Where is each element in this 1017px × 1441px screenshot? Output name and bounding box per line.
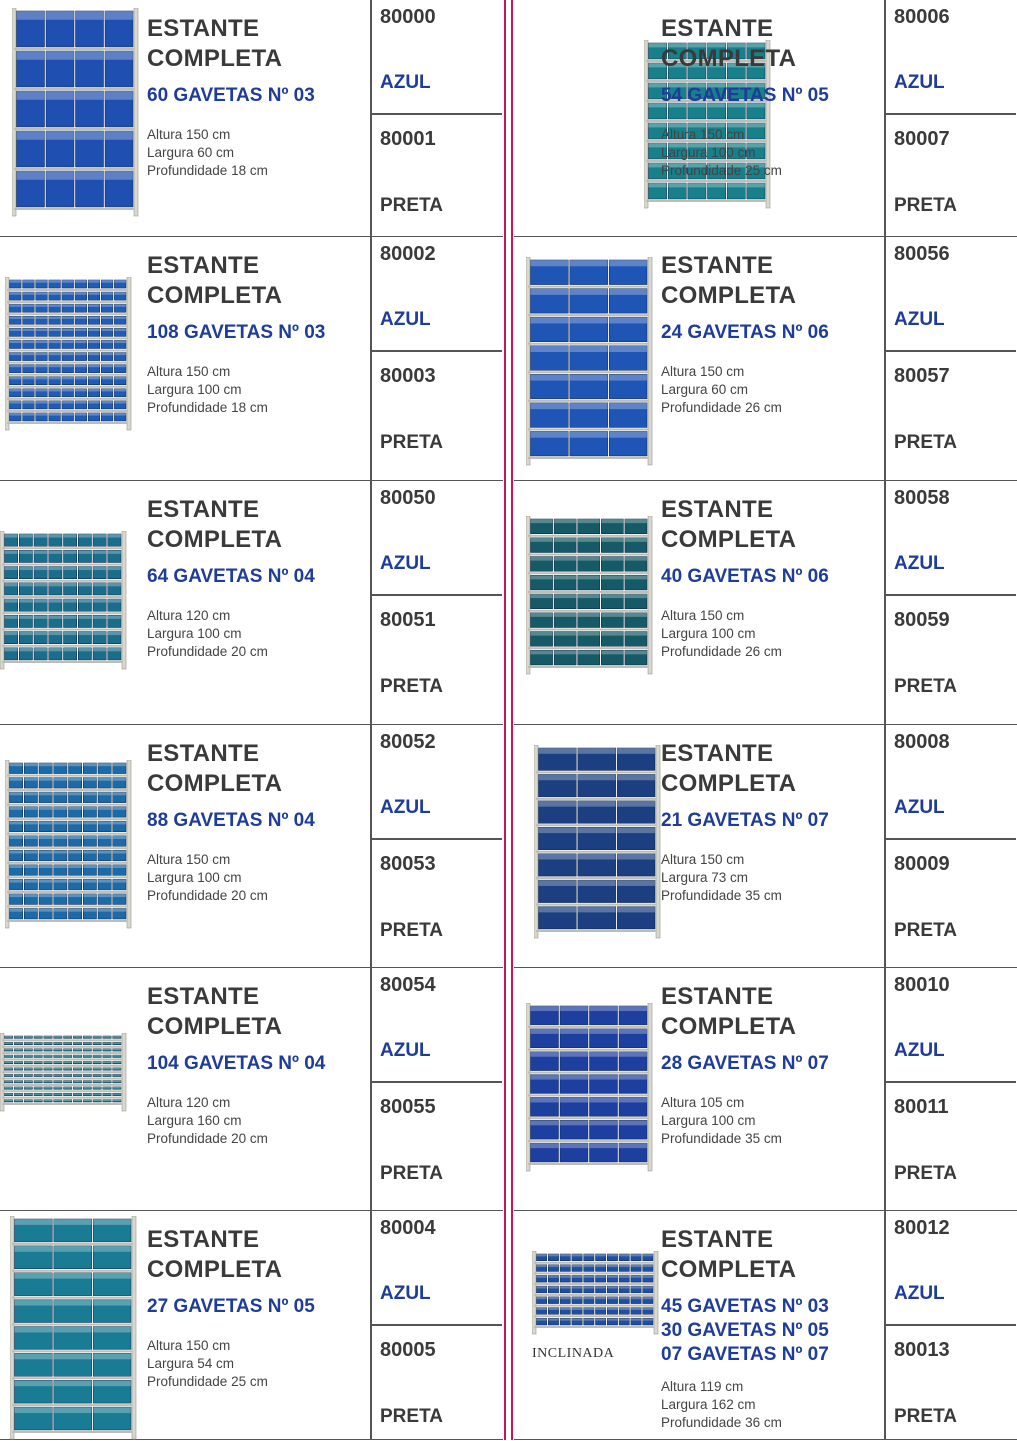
- code-separator: [886, 350, 1016, 352]
- gavetas-spec: 104 GAVETAS Nº 04: [147, 1053, 326, 1074]
- gavetas-spec: 24 GAVETAS Nº 06: [661, 322, 829, 343]
- code-column-border: [884, 0, 886, 236]
- code-azul: 80050: [380, 487, 436, 509]
- code-azul: 80002: [380, 243, 436, 265]
- dimension-largura: Largura 162 cm: [661, 1397, 756, 1412]
- code-azul: 80004: [380, 1217, 436, 1239]
- gavetas-spec: 21 GAVETAS Nº 07: [661, 810, 829, 831]
- code-azul: 80056: [894, 243, 950, 265]
- shelf-image: [12, 8, 142, 218]
- column-divider: [503, 0, 514, 1440]
- code-azul: 80058: [894, 487, 950, 509]
- code-separator: [372, 594, 502, 596]
- code-separator: [886, 838, 1016, 840]
- product-title-line2: COMPLETA: [147, 526, 283, 553]
- product-title-line1: ESTANTE: [661, 1226, 774, 1253]
- color-azul-label: AZUL: [894, 1283, 945, 1304]
- code-column-border: [884, 968, 886, 1210]
- gavetas-spec: 54 GAVETAS Nº 05: [661, 85, 829, 106]
- dimension-largura: Largura 100 cm: [661, 626, 756, 641]
- code-column-border: [370, 725, 372, 967]
- product-title-line2: COMPLETA: [661, 1013, 797, 1040]
- code-azul: 80012: [894, 1217, 950, 1239]
- product-row: [514, 481, 1017, 725]
- color-azul-label: AZUL: [894, 72, 945, 93]
- dimension-altura: Altura 119 cm: [661, 1379, 744, 1394]
- shelf-image: [526, 257, 656, 467]
- dimension-largura: Largura 60 cm: [147, 145, 235, 160]
- product-title-line1: ESTANTE: [147, 740, 260, 767]
- code-column-border: [884, 481, 886, 724]
- dimension-altura: Altura 150 cm: [147, 364, 231, 379]
- code-preta: 80057: [894, 365, 950, 387]
- code-preta: 80003: [380, 365, 436, 387]
- gavetas-spec: 30 GAVETAS Nº 05: [661, 1320, 829, 1341]
- color-preta-label: PRETA: [894, 1406, 957, 1427]
- dimension-prof: Profundidade 18 cm: [147, 163, 268, 178]
- product-row: [0, 237, 503, 481]
- product-title-line2: COMPLETA: [661, 526, 797, 553]
- dimension-largura: Largura 73 cm: [661, 870, 749, 885]
- gavetas-spec: 27 GAVETAS Nº 05: [147, 1296, 315, 1317]
- dimension-prof: Profundidade 25 cm: [661, 163, 782, 178]
- dimension-largura: Largura 100 cm: [147, 382, 242, 397]
- code-separator: [886, 1081, 1016, 1083]
- color-azul-label: AZUL: [380, 72, 431, 93]
- dimension-largura: Largura 100 cm: [661, 145, 756, 160]
- product-title-line2: COMPLETA: [147, 282, 283, 309]
- color-azul-label: AZUL: [894, 797, 945, 818]
- dimension-altura: Altura 150 cm: [147, 852, 231, 867]
- dimension-altura: Altura 120 cm: [147, 1095, 231, 1110]
- gavetas-spec: 88 GAVETAS Nº 04: [147, 810, 315, 831]
- shelf-image: [5, 760, 135, 930]
- code-separator: [372, 350, 502, 352]
- color-azul-label: AZUL: [380, 309, 431, 330]
- dimension-altura: Altura 150 cm: [661, 608, 745, 623]
- dimension-altura: Altura 105 cm: [661, 1095, 745, 1110]
- dimension-prof: Profundidade 26 cm: [661, 400, 782, 415]
- color-azul-label: AZUL: [894, 1040, 945, 1061]
- dimension-altura: Altura 150 cm: [661, 852, 745, 867]
- product-title-line1: ESTANTE: [147, 15, 260, 42]
- dimension-altura: Altura 150 cm: [661, 364, 745, 379]
- code-column-border: [370, 968, 372, 1210]
- gavetas-spec: 60 GAVETAS Nº 03: [147, 85, 315, 106]
- product-title-line1: ESTANTE: [147, 252, 260, 279]
- product-row: [0, 968, 503, 1211]
- code-preta: 80007: [894, 128, 950, 150]
- product-title-line2: COMPLETA: [147, 770, 283, 797]
- product-title-line2: COMPLETA: [147, 1256, 283, 1283]
- product-row: [514, 968, 1017, 1211]
- color-preta-label: PRETA: [380, 1406, 443, 1427]
- dimension-prof: Profundidade 26 cm: [661, 644, 782, 659]
- dimension-prof: Profundidade 20 cm: [147, 644, 268, 659]
- dimension-largura: Largura 60 cm: [661, 382, 749, 397]
- product-title-line2: COMPLETA: [661, 45, 797, 72]
- code-separator: [372, 838, 502, 840]
- dimension-largura: Largura 54 cm: [147, 1356, 235, 1371]
- shelf-image: [0, 531, 130, 671]
- product-title-line2: COMPLETA: [661, 282, 797, 309]
- product-row: [514, 0, 1017, 237]
- color-preta-label: PRETA: [894, 195, 957, 216]
- product-title-line1: ESTANTE: [661, 496, 774, 523]
- right-column: [514, 0, 1017, 1440]
- dimension-prof: Profundidade 20 cm: [147, 1131, 268, 1146]
- code-separator: [886, 1324, 1016, 1326]
- shelf-image: [10, 1216, 140, 1441]
- product-row: [514, 1211, 1017, 1440]
- code-column-border: [370, 237, 372, 480]
- code-column-border: [884, 725, 886, 967]
- color-preta-label: PRETA: [380, 432, 443, 453]
- product-title-line2: COMPLETA: [147, 1013, 283, 1040]
- dimension-prof: Profundidade 20 cm: [147, 888, 268, 903]
- code-preta: 80055: [380, 1096, 436, 1118]
- color-preta-label: PRETA: [380, 676, 443, 697]
- product-row: [0, 725, 503, 968]
- gavetas-spec: 07 GAVETAS Nº 07: [661, 1344, 829, 1365]
- color-preta-label: PRETA: [380, 920, 443, 941]
- code-preta: 80009: [894, 853, 950, 875]
- code-preta: 80005: [380, 1339, 436, 1361]
- code-azul: 80054: [380, 974, 436, 996]
- product-row: [514, 725, 1017, 968]
- color-preta-label: PRETA: [894, 432, 957, 453]
- shelf-image: [5, 277, 135, 432]
- product-title-line1: ESTANTE: [147, 983, 260, 1010]
- color-preta-label: PRETA: [380, 1163, 443, 1184]
- dimension-prof: Profundidade 35 cm: [661, 1131, 782, 1146]
- product-title-line2: COMPLETA: [147, 45, 283, 72]
- product-title-line1: ESTANTE: [661, 252, 774, 279]
- dimension-altura: Altura 150 cm: [661, 127, 745, 142]
- product-row: [0, 1211, 503, 1440]
- product-title-line2: COMPLETA: [661, 1256, 797, 1283]
- dimension-prof: Profundidade 18 cm: [147, 400, 268, 415]
- code-azul: 80006: [894, 6, 950, 28]
- code-preta: 80051: [380, 609, 436, 631]
- gavetas-spec: 28 GAVETAS Nº 07: [661, 1053, 829, 1074]
- code-preta: 80053: [380, 853, 436, 875]
- shelf-image: [534, 745, 664, 940]
- product-row: [514, 237, 1017, 481]
- code-column-border: [370, 0, 372, 236]
- code-separator: [372, 1081, 502, 1083]
- dimension-largura: Largura 100 cm: [661, 1113, 756, 1128]
- color-azul-label: AZUL: [380, 797, 431, 818]
- dimension-altura: Altura 150 cm: [147, 1338, 231, 1353]
- gavetas-spec: 64 GAVETAS Nº 04: [147, 566, 315, 587]
- shelf-image: [532, 1251, 662, 1336]
- color-azul-label: AZUL: [894, 309, 945, 330]
- color-azul-label: AZUL: [380, 1040, 431, 1061]
- color-preta-label: PRETA: [894, 920, 957, 941]
- shelf-image: [526, 516, 656, 676]
- product-title-line1: ESTANTE: [147, 496, 260, 523]
- color-azul-label: AZUL: [380, 1283, 431, 1304]
- code-preta: 80059: [894, 609, 950, 631]
- gavetas-spec: 40 GAVETAS Nº 06: [661, 566, 829, 587]
- inclinada-label: INCLINADA: [532, 1346, 615, 1361]
- color-azul-label: AZUL: [894, 553, 945, 574]
- code-preta: 80011: [894, 1096, 949, 1118]
- shelf-image: [526, 1003, 656, 1173]
- code-preta: 80001: [380, 128, 436, 150]
- color-azul-label: AZUL: [380, 553, 431, 574]
- code-separator: [372, 113, 502, 115]
- gavetas-spec: 45 GAVETAS Nº 03: [661, 1296, 829, 1317]
- product-title-line2: COMPLETA: [661, 770, 797, 797]
- dimension-largura: Largura 100 cm: [147, 870, 242, 885]
- product-title-line1: ESTANTE: [147, 1226, 260, 1253]
- dimension-prof: Profundidade 35 cm: [661, 888, 782, 903]
- product-title-line1: ESTANTE: [661, 15, 774, 42]
- color-preta-label: PRETA: [894, 1163, 957, 1184]
- color-preta-label: PRETA: [894, 676, 957, 697]
- code-separator: [372, 1324, 502, 1326]
- product-row: [0, 481, 503, 725]
- code-column-border: [884, 237, 886, 480]
- shelf-image: [0, 1033, 130, 1113]
- gavetas-spec: 108 GAVETAS Nº 03: [147, 322, 326, 343]
- dimension-prof: Profundidade 36 cm: [661, 1415, 782, 1430]
- code-azul: 80000: [380, 6, 436, 28]
- left-column: [0, 0, 503, 1440]
- dimension-prof: Profundidade 25 cm: [147, 1374, 268, 1389]
- dimension-altura: Altura 150 cm: [147, 127, 231, 142]
- dimension-largura: Largura 100 cm: [147, 626, 242, 641]
- code-separator: [886, 594, 1016, 596]
- code-azul: 80010: [894, 974, 950, 996]
- code-column-border: [370, 481, 372, 724]
- dimension-largura: Largura 160 cm: [147, 1113, 242, 1128]
- product-row: [0, 0, 503, 237]
- color-preta-label: PRETA: [380, 195, 443, 216]
- code-preta: 80013: [894, 1339, 950, 1361]
- code-separator: [886, 113, 1016, 115]
- code-azul: 80008: [894, 731, 950, 753]
- product-title-line1: ESTANTE: [661, 983, 774, 1010]
- dimension-altura: Altura 120 cm: [147, 608, 231, 623]
- product-title-line1: ESTANTE: [661, 740, 774, 767]
- code-azul: 80052: [380, 731, 436, 753]
